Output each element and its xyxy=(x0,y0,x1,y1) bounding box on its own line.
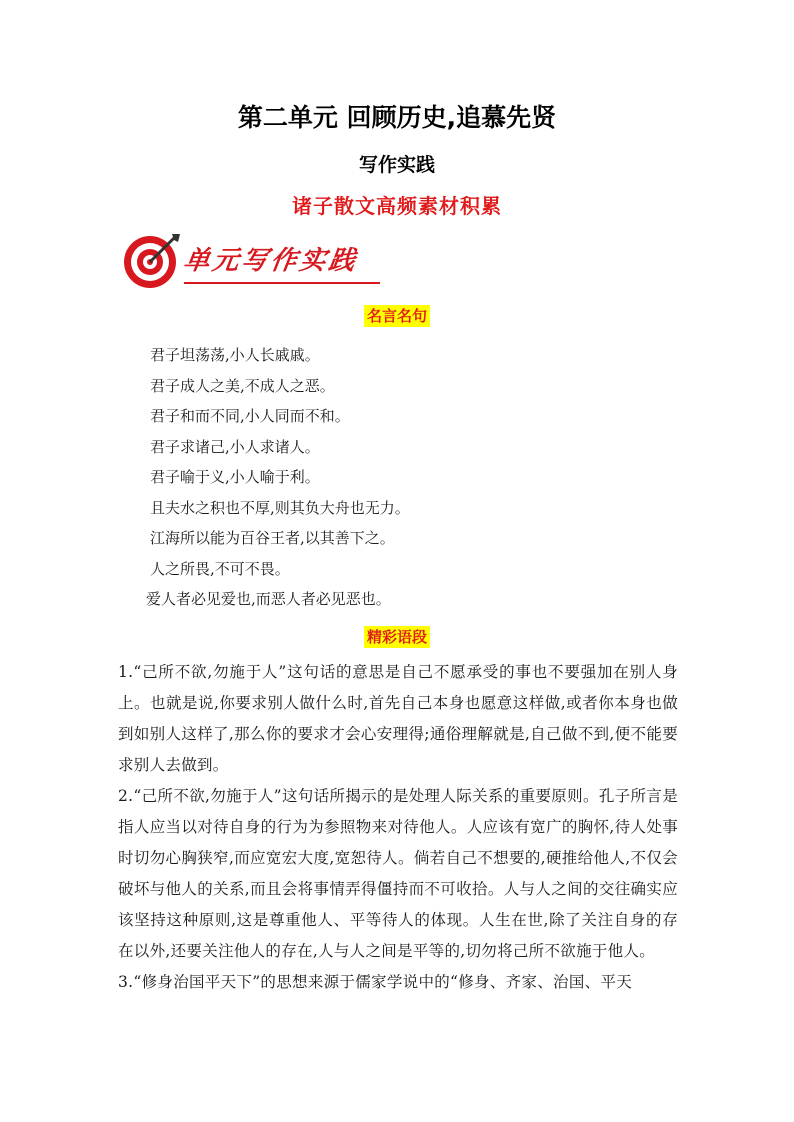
banner-underline xyxy=(184,282,380,284)
page-title: 第二单元 回顾历史,追慕先贤 xyxy=(237,103,557,132)
paragraph: 2.“己所不欲,勿施于人”这句话所揭示的是处理人际关系的重要原则。孔子所言是指人应当以对待自身的行为为参照物来对待他人。人应该有宽广的胸怀,待人处事时切勿心胸狭窄,而应宽宏大度,宽恕待人。倘若自己不想要的,硬推给他人,不仅会破坏与他人的关系,而且会将事情弄得僵持而不可收拾。人与人之间的交往确实应该坚持这种原则,这是尊重他人、平等待人的体现。人生在世,除了关注自身的存在以外,还要关注他人的存在,人与人之间是平等的,切勿将己所不欲施于他人。 xyxy=(118,787,678,960)
quote-item: 君子求诸己,小人求诸人。 xyxy=(150,437,320,456)
quote-item: 君子和而不同,小人同而不和。 xyxy=(150,407,350,425)
paragraphs-heading: 精彩语段 xyxy=(0,626,794,647)
paragraph: 3.“修身治国平天下”的思想来源于儒家学说中的“修身、齐家、治国、平天 xyxy=(118,973,633,991)
paragraph: 1.“己所不欲,勿施于人”这句话的意思是自己不愿承受的事也不要强加在别人身上。也就是说,你要求别人做什么时,首先自己本身也愿意这样做,或者你本身也做到如别人这样了,那么你的要求才会心安理得;通俗理解就是,自己做不到,便不能要求别人去做到。 xyxy=(118,663,678,774)
quote-item: 君子成人之美,不成人之恶。 xyxy=(150,376,335,395)
quote-item: 爱人者必见爱也,而恶人者必见恶也。 xyxy=(146,590,391,608)
banner-label: 单元写作实践 xyxy=(181,246,360,276)
unit-banner xyxy=(120,230,380,290)
quotes-heading: 名言名句 xyxy=(0,305,794,326)
topic-title: 诸子散文高频素材积累 xyxy=(292,194,502,218)
quote-item: 江海所以能为百谷王者,以其善下之。 xyxy=(150,529,395,547)
target-arrow-icon xyxy=(120,230,184,290)
quote-item: 君子坦荡荡,小人长戚戚。 xyxy=(150,346,320,364)
quote-item: 且夫水之积也不厚,则其负大舟也无力。 xyxy=(150,498,410,517)
quote-item: 君子喻于义,小人喻于利。 xyxy=(150,468,320,486)
quote-item: 人之所畏,不可不畏。 xyxy=(150,559,290,578)
paragraphs-list xyxy=(118,657,678,998)
quotes-list xyxy=(146,340,710,615)
page-subtitle: 写作实践 xyxy=(358,154,435,176)
